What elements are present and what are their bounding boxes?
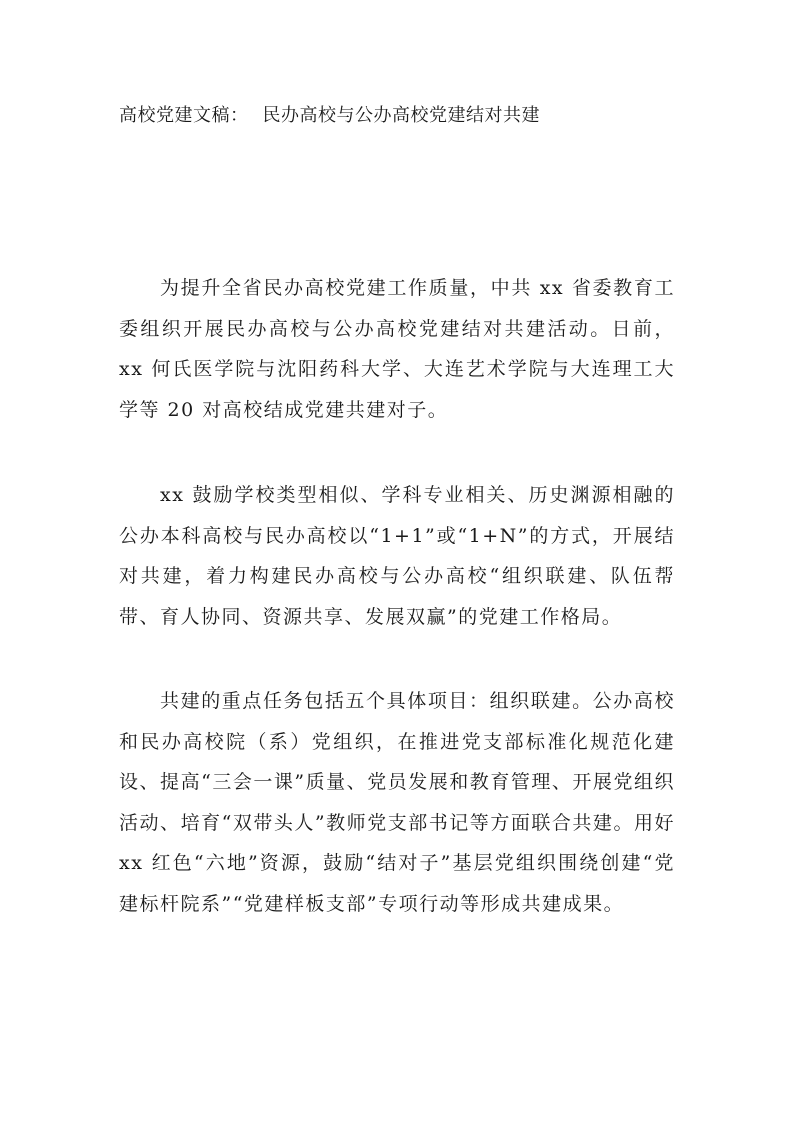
paragraph-1: 为提升全省民办高校党建工作质量，中共 xx 省委教育工委组织开展民办高校与公办高校党建结对共建活动。日前，xx 何氏医学院与沈阳药科大学、大连艺术学院与大连理工大学等 20 对高校结成党建共建对子。 [119, 277, 675, 421]
document-title [119, 101, 679, 131]
title-prefix: 高校党建文稿： [119, 105, 249, 126]
paragraph-3: 共建的重点任务包括五个具体项目：组织联建。公办高校和民办高校院（系）党组织，在推进党支部标准化规范化建设、提高“三会一课”质量、党员发展和教育管理、开展党组织活动、培育“双带头人”教师党支部书记等方面联合共建。用好 xx 红色“六地”资源，鼓励“结对子”基层党组织围绕创建“党建标杆院系”“党建样板支部”专项行动等形成共建成果。 [119, 690, 675, 915]
title-main: 民办高校与公办高校党建结对共建 [262, 105, 540, 126]
paragraph-2: xx 鼓励学校类型相似、学科专业相关、历史渊源相融的公办本科高校与民办高校以“1+1”或“1+N”的方式，开展结对共建，着力构建民办高校与公办高校“组织联建、队伍帮带、育人协同、资源共享、发展双赢”的党建工作格局。 [119, 484, 675, 628]
